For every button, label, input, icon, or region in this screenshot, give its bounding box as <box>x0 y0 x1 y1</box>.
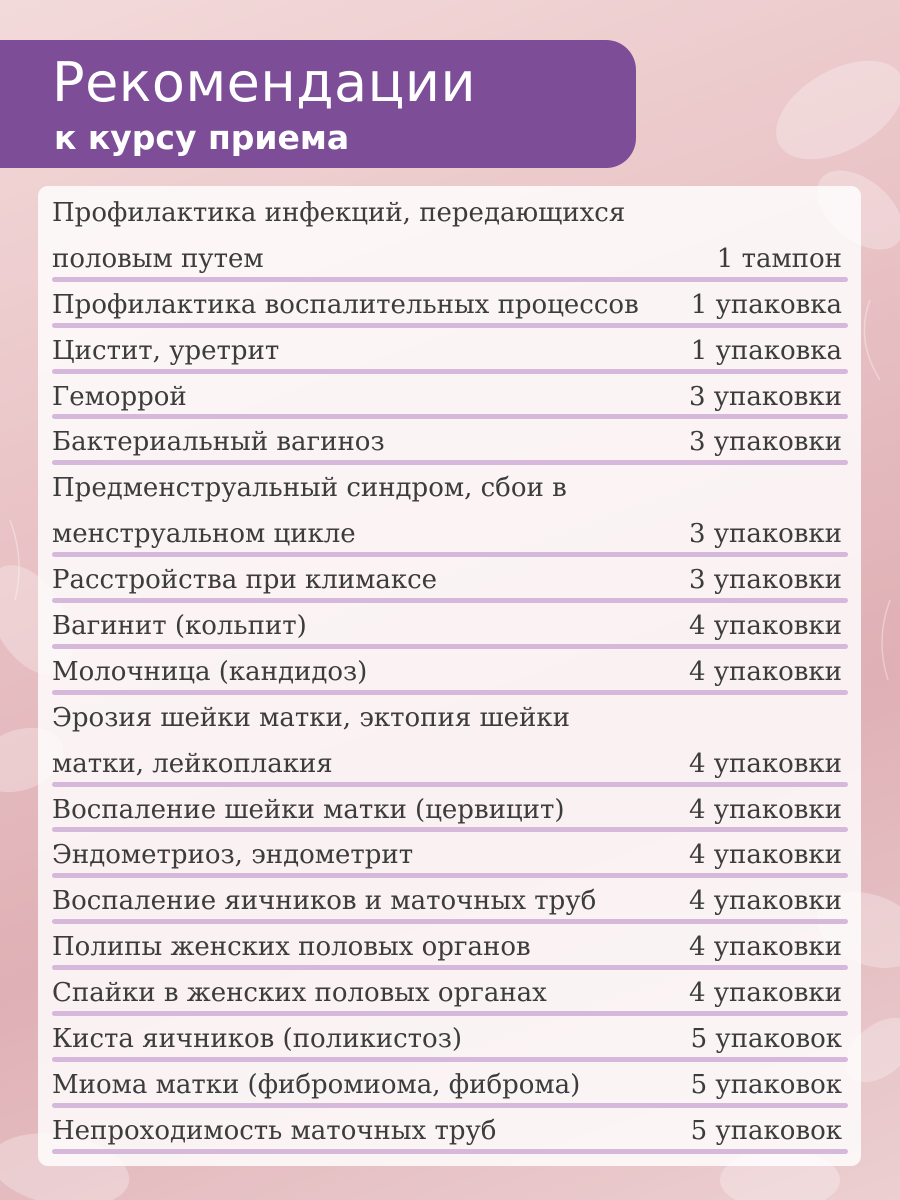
condition-text: половым путем <box>52 243 264 274</box>
recommendation-row <box>52 603 842 649</box>
row-line <box>52 741 842 787</box>
condition-text: Вагинит (кольпит) <box>52 611 307 642</box>
condition-text: Непроходимость маточных труб <box>52 1115 497 1146</box>
row-line <box>52 1016 842 1062</box>
condition-text: Полипы женских половых органов <box>52 932 531 963</box>
recommendation-row <box>52 328 842 374</box>
condition-text: Профилактика инфекций, передающихся <box>52 198 626 228</box>
condition-text: Спайки в женских половых органах <box>52 978 547 1009</box>
dosage-amount: 4 упаковки <box>688 840 842 871</box>
row-line <box>52 282 842 328</box>
page-subtitle: к курсу приема <box>54 118 350 157</box>
row-line <box>52 1108 842 1154</box>
row-line <box>52 328 842 374</box>
recommendation-row <box>52 1016 842 1062</box>
condition-text: менструальном цикле <box>52 519 356 550</box>
condition-text: Миома матки (фибромиома, фиброма) <box>52 1069 581 1100</box>
dosage-amount: 4 упаковки <box>688 656 842 687</box>
recommendations-list <box>52 190 842 1154</box>
condition-text: Цистит, уретрит <box>52 335 280 366</box>
row-line <box>52 511 842 557</box>
condition-text: Предменструальный синдром, сбои в <box>52 473 567 504</box>
condition-text: Киста яичников (поликистоз) <box>52 1024 463 1055</box>
dosage-amount: 4 упаковки <box>688 794 842 825</box>
dosage-amount: 4 упаковки <box>688 748 842 779</box>
page-title: Рекомендации <box>52 51 477 114</box>
dosage-amount: 1 упаковка <box>690 335 842 366</box>
condition-text: Эрозия шейки матки, эктопия шейки <box>52 702 570 733</box>
row-line <box>52 603 842 649</box>
condition-text: Бактериальный вагиноз <box>52 427 385 458</box>
row-line <box>52 695 842 741</box>
row-line <box>52 557 842 603</box>
recommendation-row <box>52 970 842 1016</box>
row-line <box>52 649 842 695</box>
dosage-amount: 3 упаковки <box>688 565 842 596</box>
condition-text: Молочница (кандидоз) <box>52 656 368 687</box>
condition-text: матки, лейкоплакия <box>52 748 333 779</box>
dosage-amount: 4 упаковки <box>688 932 842 963</box>
recommendation-row <box>52 374 842 420</box>
dosage-amount: 3 упаковки <box>688 427 842 458</box>
recommendation-row <box>52 649 842 695</box>
row-line <box>52 465 842 511</box>
dosage-amount: 5 упаковок <box>690 1024 842 1055</box>
row-line <box>52 374 842 420</box>
row-line <box>52 970 842 1016</box>
recommendation-row <box>52 419 842 465</box>
recommendation-row <box>52 787 842 833</box>
recommendation-row <box>52 924 842 970</box>
row-line <box>52 419 842 465</box>
row-line <box>52 878 842 924</box>
header-banner <box>0 40 636 168</box>
recommendation-row <box>52 465 842 557</box>
dosage-amount: 4 упаковки <box>688 611 842 642</box>
recommendations-card <box>38 186 861 1166</box>
condition-text: Расстройства при климаксе <box>52 565 438 596</box>
recommendation-row <box>52 878 842 924</box>
row-line <box>52 190 842 236</box>
row-line <box>52 236 842 282</box>
recommendation-row <box>52 1062 842 1108</box>
dosage-amount: 5 упаковок <box>690 1069 842 1100</box>
recommendation-row <box>52 282 842 328</box>
recommendation-row <box>52 695 842 787</box>
row-line <box>52 1062 842 1108</box>
condition-text: Профилактика воспалительных процессов <box>52 289 639 320</box>
dosage-amount: 4 упаковки <box>688 886 842 917</box>
recommendation-row <box>52 190 842 282</box>
condition-text: Геморрой <box>52 381 187 412</box>
dosage-amount: 1 упаковка <box>690 289 842 320</box>
condition-text: Воспаление яичников и маточных труб <box>52 886 597 917</box>
condition-text: Эндометриоз, эндометрит <box>52 840 414 871</box>
dosage-amount: 3 упаковки <box>688 519 842 550</box>
dosage-amount: 3 упаковки <box>688 381 842 412</box>
dosage-amount: 1 тампон <box>716 243 842 274</box>
recommendation-row <box>52 832 842 878</box>
recommendation-row <box>52 557 842 603</box>
dosage-amount: 5 упаковок <box>690 1115 842 1146</box>
dosage-amount: 4 упаковки <box>688 978 842 1009</box>
recommendation-row <box>52 1108 842 1154</box>
row-line <box>52 787 842 833</box>
row-line <box>52 924 842 970</box>
condition-text: Воспаление шейки матки (цервицит) <box>52 794 565 825</box>
row-line <box>52 832 842 878</box>
